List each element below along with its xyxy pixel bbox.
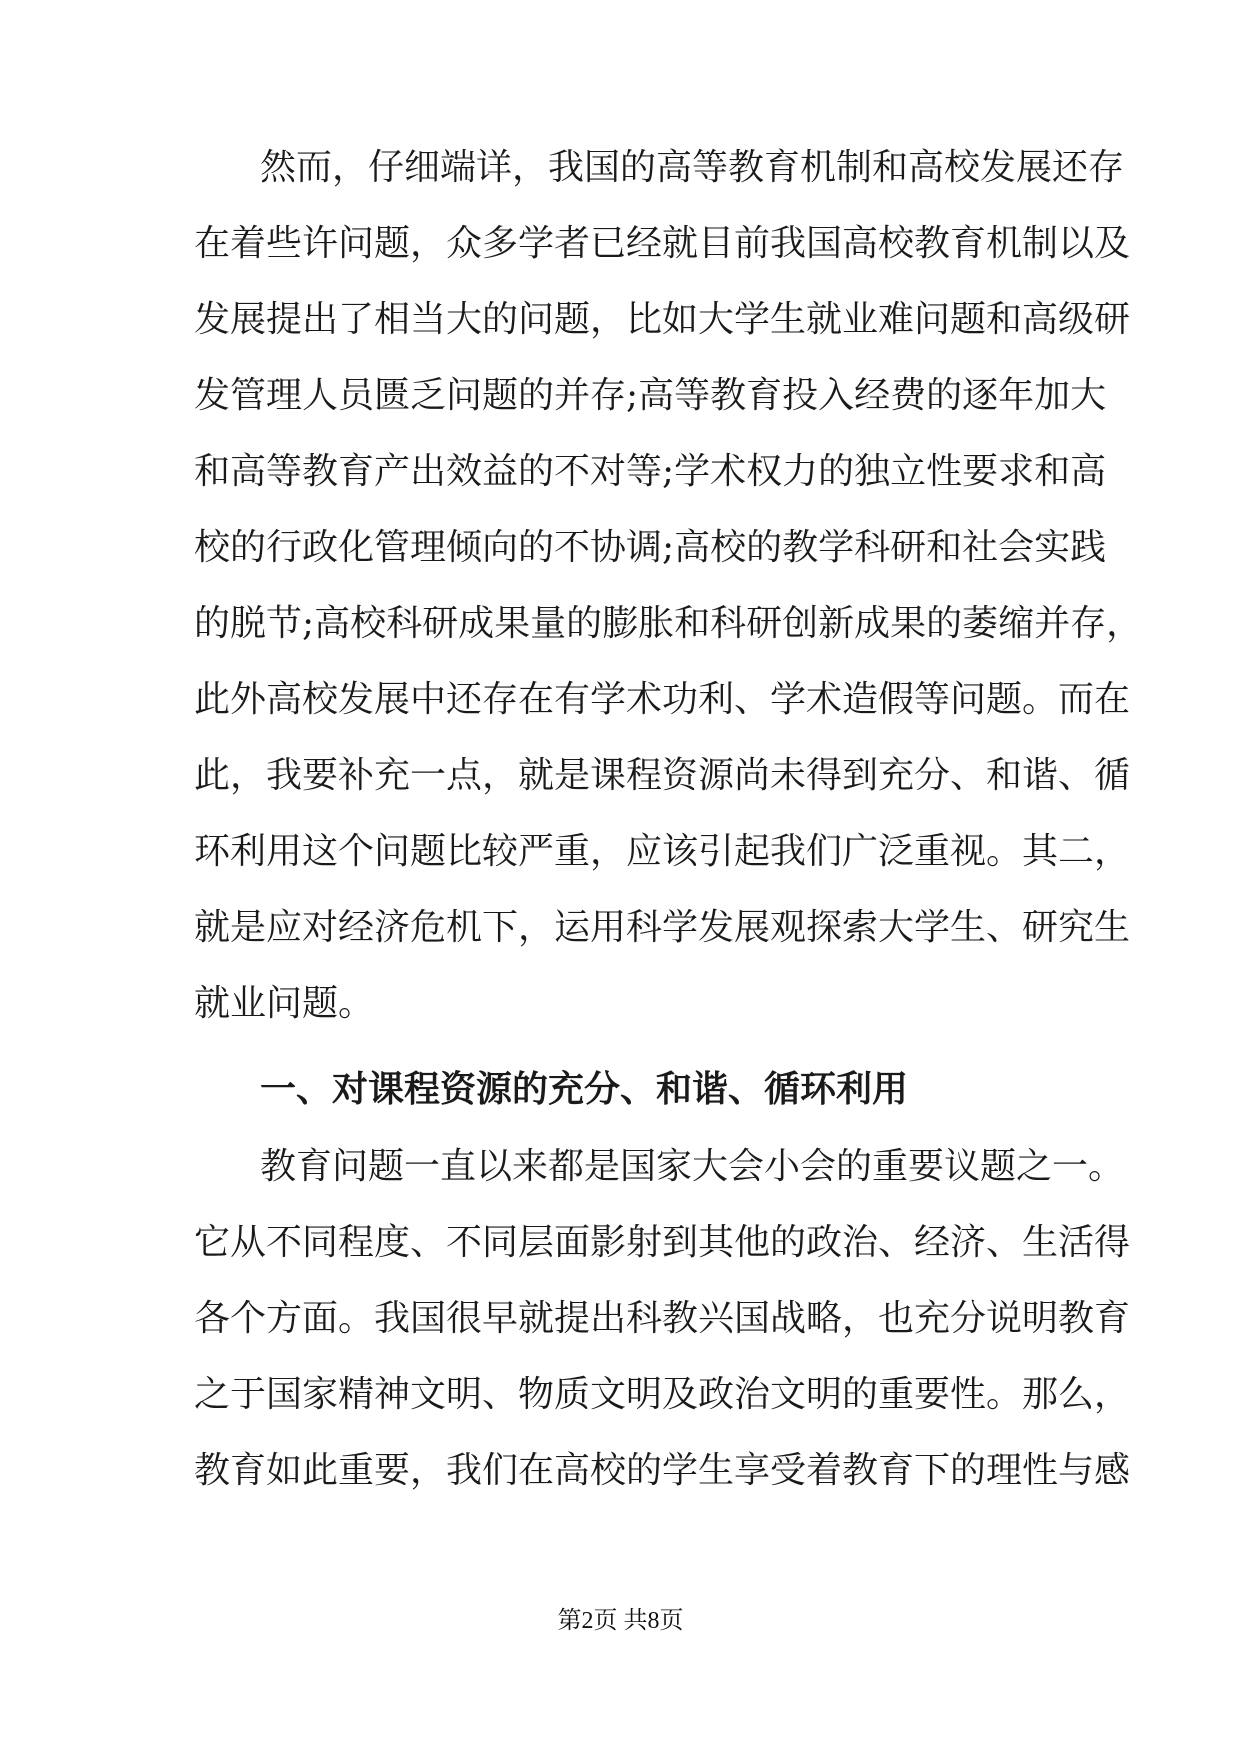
page-number-footer: 第2页 共8页: [557, 1608, 684, 1634]
paragraph-1-line-7: 的脱节;高校科研成果量的膨胀和科研创新成果的萎缩并存，: [194, 603, 1143, 644]
section-heading: 一、对课程资源的充分、和谐、循环利用: [260, 1069, 909, 1110]
paragraph-1-line-3: 发展提出了相当大的问题，比如大学生就业难问题和高级研: [194, 299, 1131, 340]
paragraph-2-line-1: 教育问题一直以来都是国家大会小会的重要议题之一。: [260, 1146, 1125, 1187]
paragraph-2-line-3: 各个方面。我国很早就提出科教兴国战略，也充分说明教育: [194, 1298, 1131, 1339]
paragraph-2-line-2: 它从不同程度、不同层面影射到其他的政治、经济、生活得: [194, 1222, 1131, 1263]
paragraph-1-line-2: 在着些许问题，众多学者已经就目前我国高校教育机制以及: [194, 223, 1131, 264]
paragraph-1-line-8: 此外高校发展中还存在有学术功利、学术造假等问题。而在: [194, 679, 1131, 720]
paragraph-1-line-10: 环利用这个问题比较严重，应该引起我们广泛重视。其二，: [194, 831, 1131, 872]
paragraph-1-line-1: 然而，仔细端详，我国的高等教育机制和高校发展还存: [260, 147, 1125, 188]
paragraph-1-line-9: 此，我要补充一点，就是课程资源尚未得到充分、和谐、循: [194, 755, 1131, 796]
paragraph-1-line-6: 校的行政化管理倾向的不协调;高校的教学科研和社会实践: [194, 527, 1107, 568]
paragraph-1-line-12: 就业问题。: [194, 983, 375, 1024]
paragraph-1-line-5: 和高等教育产出效益的不对等;学术权力的独立性要求和高: [194, 451, 1107, 492]
paragraph-1-line-4: 发管理人员匮乏问题的并存;高等教育投入经费的逐年加大: [194, 375, 1107, 416]
paragraph-2-line-4: 之于国家精神文明、物质文明及政治文明的重要性。那么，: [194, 1374, 1131, 1415]
paragraph-1-line-11: 就是应对经济危机下，运用科学发展观探索大学生、研究生: [194, 907, 1131, 948]
paragraph-2-line-5: 教育如此重要，我们在高校的学生享受着教育下的理性与感: [194, 1450, 1131, 1491]
